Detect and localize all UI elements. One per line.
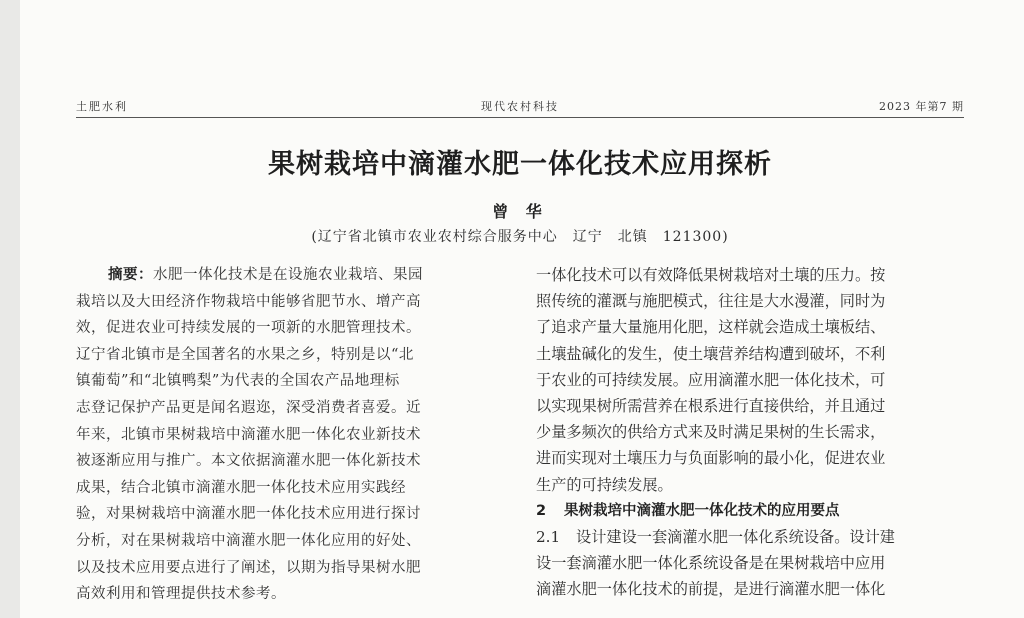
section-title: 果树栽培中滴灌水肥一体化技术的应用要点 [564, 502, 840, 519]
abstract-line: 被逐渐应用与推广。本文依据滴灌水肥一体化新技术 [76, 453, 421, 470]
body-text-line: 生产的可持续发展。 [536, 475, 673, 494]
body-text-line: 滴灌水肥一体化技术的前提，是进行滴灌水肥一体化 [536, 580, 886, 599]
journal-name: 现代农村科技 [481, 100, 559, 113]
abstract-line: 高效利用和管理提供技术参考。 [76, 586, 286, 603]
author-name: 曾 华 [492, 202, 548, 221]
body-text-line: 于农业的可持续发展。应用滴灌水肥一体化技术，可 [536, 370, 886, 389]
body-text-line: 进而实现对土壤压力与负面影响的最小化，促进农业 [536, 449, 886, 468]
abstract-line: 成果，结合北镇市滴灌水肥一体化技术应用实践经 [76, 479, 406, 496]
body-column [536, 262, 988, 602]
abstract-line: 辽宁省北镇市是全国著名的水果之乡，特别是以“北 [76, 346, 414, 363]
abstract-line: 验，对果树栽培中滴灌水肥一体化技术应用进行探讨 [76, 506, 421, 523]
article-title: 果树栽培中滴灌水肥一体化技术应用探析 [268, 149, 772, 180]
author-affiliation: (辽宁省北镇市农业农村综合服务中心 辽宁 北镇 121300) [311, 229, 729, 245]
section-heading [536, 498, 988, 524]
abstract-line: 志登记保护产品更是闻名遐迩，深受消费者喜爱。近 [76, 399, 421, 416]
section-number: 2 [536, 502, 547, 519]
abstract-line [76, 262, 516, 289]
document-page [20, 0, 1024, 618]
abstract-text: 水肥一体化技术是在设施农业栽培、果园 [153, 267, 423, 283]
subsection-number: 2.1 [536, 527, 561, 546]
abstract-line: 效，促进农业可持续发展的一项新的水肥管理技术。 [76, 320, 421, 337]
abstract-label: 摘要： [108, 267, 153, 283]
body-text-line: 了追求产量大量施用化肥，这样就会造成土壤板结、 [536, 318, 886, 337]
abstract-line: 镇葡萄”和“北镇鸭梨”为代表的全国农产品地理标 [76, 373, 400, 390]
abstract-line: 分析，对在果树栽培中滴灌水肥一体化应用的好处、 [76, 532, 421, 549]
running-header [76, 98, 964, 118]
abstract-column [76, 262, 516, 608]
body-text-line: 照传统的灌溉与施肥模式，往往是大水漫灌，同时为 [536, 292, 886, 311]
body-text-line: 少量多频次的供给方式来及时满足果树的生长需求， [536, 423, 886, 442]
header-divider [76, 117, 964, 118]
journal-section-label: 土肥水利 [76, 100, 128, 113]
subsection-line [536, 524, 988, 550]
body-text-line: 土壤盐碱化的发生，使土壤营养结构遭到破坏，不利 [536, 344, 886, 363]
issue-label: 2023 年第7 期 [879, 100, 964, 113]
abstract-line: 栽培以及大田经济作物栽培中能够省肥节水、增产高 [76, 293, 421, 310]
subsection-text: 设计建设一套滴灌水肥一体化系统设备。设计建 [576, 527, 895, 546]
body-text-line: 一体化技术可以有效降低果树栽培对土壤的压力。按 [536, 266, 886, 284]
body-text-line: 以实现果树所需营养在根系进行直接供给，并且通过 [536, 396, 886, 415]
abstract-line: 以及技术应用要点进行了阐述，以期为指导果树水肥 [76, 559, 421, 576]
body-text-line: 设一套滴灌水肥一体化系统设备是在果树栽培中应用 [536, 554, 886, 573]
abstract-line: 年来，北镇市果树栽培中滴灌水肥一体化农业新技术 [76, 426, 421, 443]
